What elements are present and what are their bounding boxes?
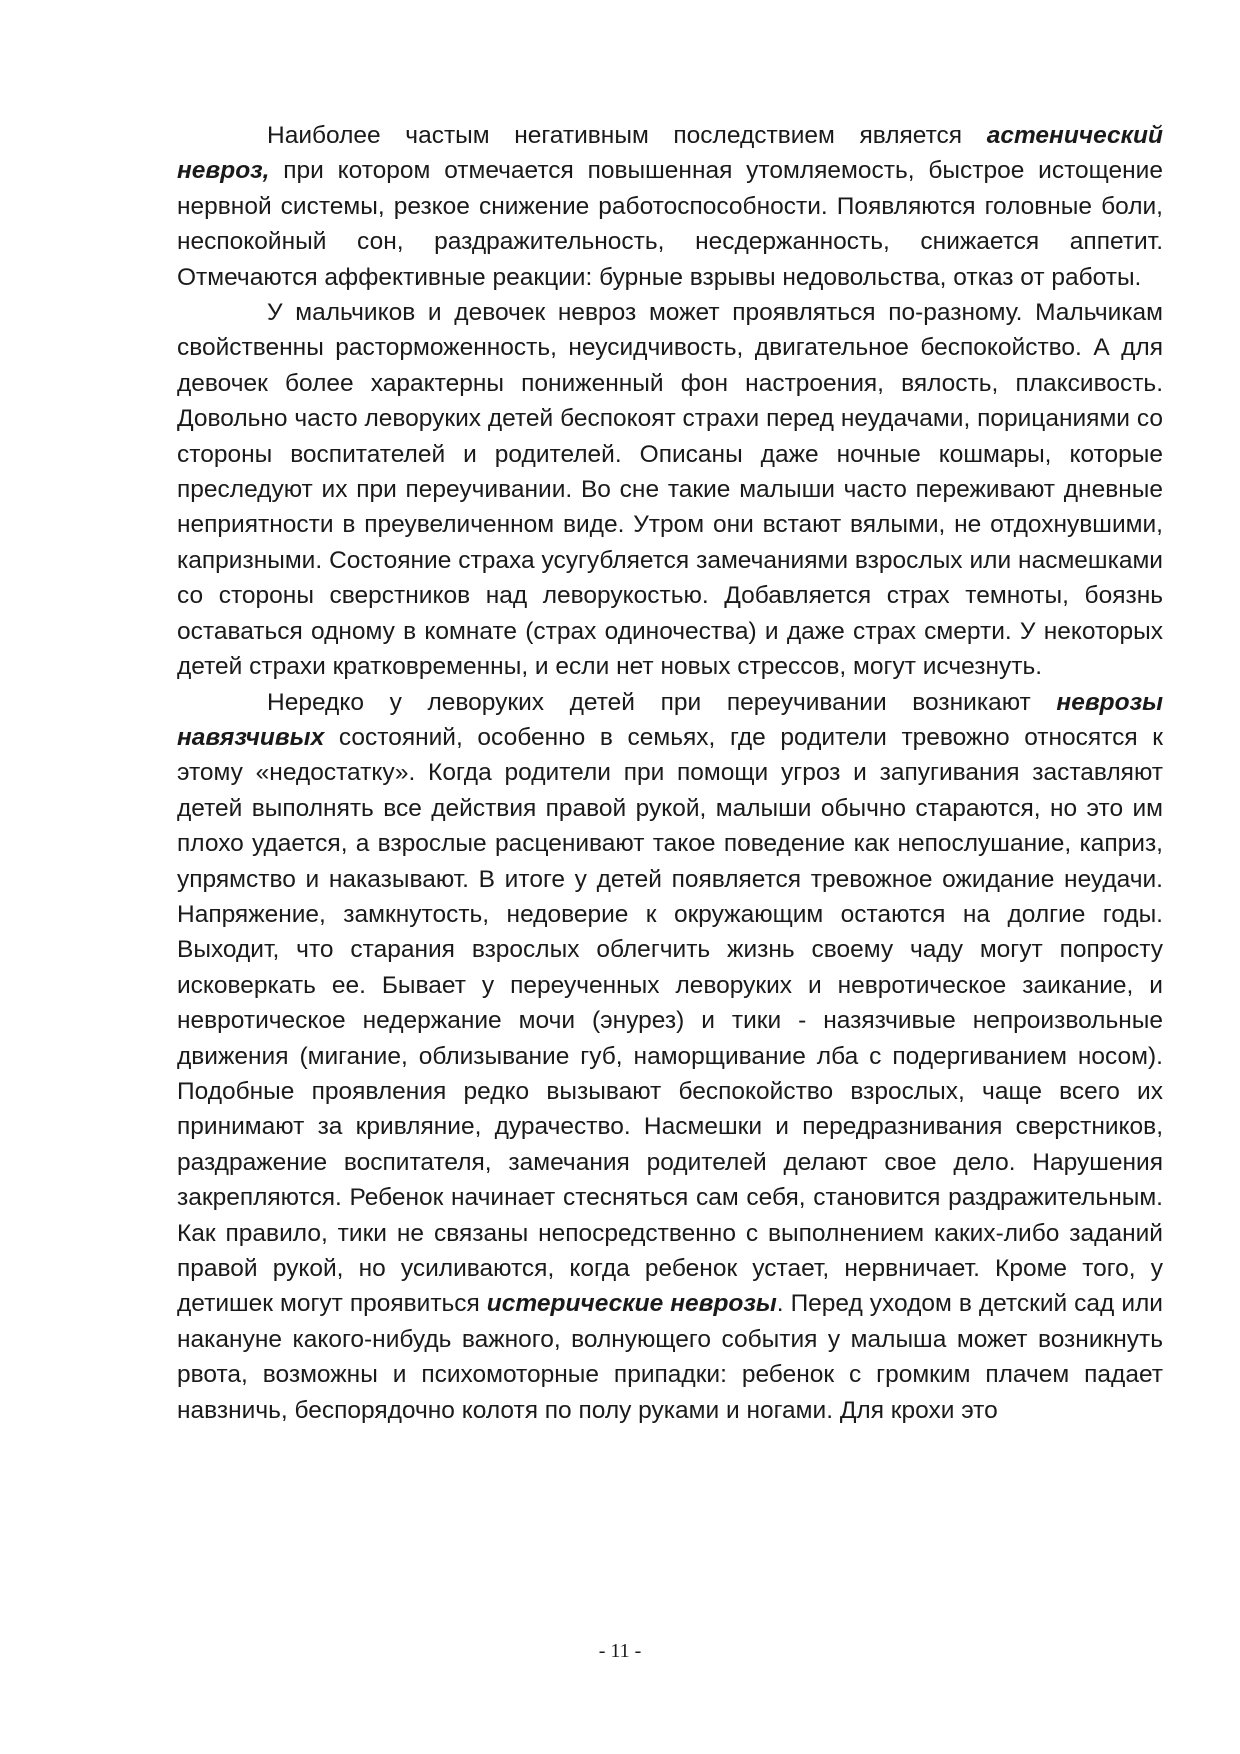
paragraph-3 — [177, 685, 1163, 1429]
document-body — [177, 118, 1163, 1428]
text-span: при котором отмечается повышенная утомляемость, быстрое истощение нервной системы, резкое снижение работоспособности. Появляются головные боли, неспокойный сон, раздражительность, несдержанность, снижается аппетит. Отмечаются аффективные реакции: бурные взрывы недовольства, отказ от работы. — [177, 157, 1163, 291]
paragraph-1 — [177, 118, 1163, 295]
text-span: Наиболее частым негативным последствием является — [267, 122, 987, 149]
paragraph-2 — [177, 295, 1163, 684]
text-span: состояний, особенно в семьях, где родители тревожно относятся к этому «недостатку». Когда родители при помощи угроз и запугивания заставляют детей выполнять все действия правой рукой, малыши обычно стараются, но это им плохо удается, а взрослые расценивают такое поведение как непослушание, каприз, упрямство и наказывают. В итоге у детей появляется тревожное ожидание неудачи. Напряжение, замкнутость, недоверие к окружающим остаются на долгие годы. Выходит, что старания взрослых облегчить жизнь своему чаду могут попросту исковеркать ее. Бывает у переученных леворуких и невротическое заикание, и невротическое недержание мочи (энурез) и тики - назязчивые непроизвольные движения (мигание, облизывание губ, наморщивание лба с подергиванием носом). Подобные проявления редко вызывают беспокойство взрослых, чаще всего их принимают за кривляние, дурачество. Насмешки и передразнивания сверстников, раздражение воспитателя, замечания родителей делают свое дело. Нарушения закрепляются. Ребенок начинает стесняться сам себя, становится раздражительным. Как правило, тики не связаны непосредственно с выполнением каких-либо заданий правой рукой, но усиливаются, когда ребенок устает, нервничает. Кроме того, у детишек могут проявиться — [177, 723, 1163, 1318]
text-span: У мальчиков и девочек невроз может проявляться по-разному. Мальчикам свойственны расторможенность, неусидчивость, двигательное беспокойство. А для девочек более характерны пониженный фон настроения, вялость, плаксивость. Довольно часто леворуких детей беспокоят страхи перед неудачами, порицаниями со стороны воспитателей и родителей. Описаны даже ночные кошмары, которые преследуют их при переучивании. Во сне такие малыши часто переживают дневные неприятности в преувеличенном виде. Утром они встают вялыми, не отдохнувшими, капризными. Состояние страха усугубляется замечаниями взрослых или насмешками со стороны сверстников над леворукостью. Добавляется страх темноты, боязнь оставаться одному в комнате (страх одиночества) и даже страх смерти. У некоторых детей страхи кратковременны, и если нет новых стрессов, могут исчезнуть. — [177, 299, 1163, 681]
page-number: - 11 - — [598, 1640, 642, 1662]
emphasis-term: астенический невроз, — [177, 122, 1163, 185]
emphasis-term: неврозы навязчивых — [177, 688, 1163, 751]
emphasis-term: истерические неврозы — [486, 1290, 777, 1318]
text-span: . Перед уходом в детский сад или накануне какого-нибудь важного, волнующего события у малыша может возникнуть рвота, возможны и психомоторные припадки: ребенок с громким плачем падает навзничь, беспорядочно колотя по полу руками и ногами. Для крохи это — [177, 1290, 1163, 1424]
text-span: Нередко у леворуких детей при переучивании возникают — [267, 688, 1057, 716]
